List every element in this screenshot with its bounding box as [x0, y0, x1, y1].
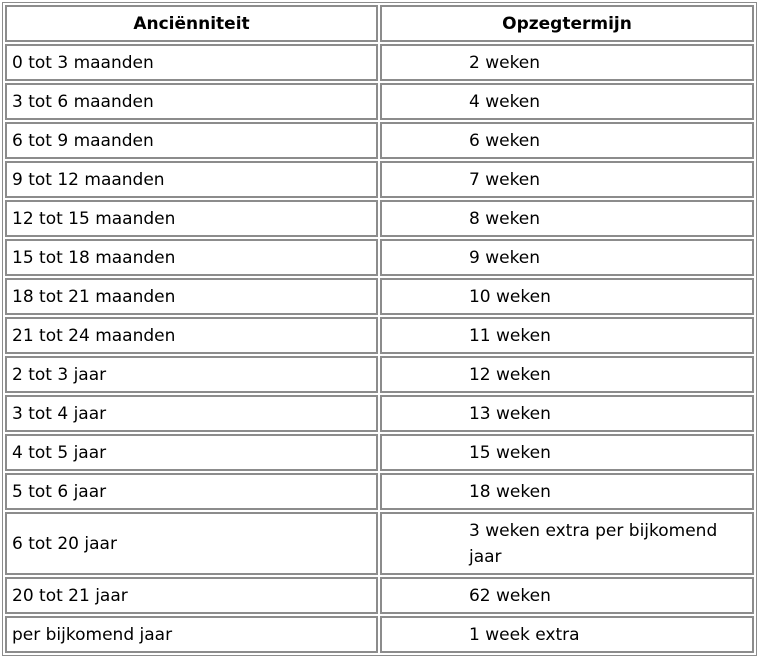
notice-period-cell: 18 weken: [380, 473, 754, 510]
notice-period-cell: 62 weken: [380, 577, 754, 614]
notice-period-cell: 7 weken: [380, 161, 754, 198]
notice-period-cell: 10 weken: [380, 278, 754, 315]
seniority-cell: 20 tot 21 jaar: [5, 577, 378, 614]
seniority-cell: 12 tot 15 maanden: [5, 200, 378, 237]
seniority-cell: 21 tot 24 maanden: [5, 317, 378, 354]
notice-period-cell: 12 weken: [380, 356, 754, 393]
seniority-cell: 2 tot 3 jaar: [5, 356, 378, 393]
seniority-cell: 6 tot 9 maanden: [5, 122, 378, 159]
table-row: [5, 512, 754, 575]
table-row: [5, 317, 754, 354]
table-row: [5, 200, 754, 237]
seniority-cell: 18 tot 21 maanden: [5, 278, 378, 315]
table-row: [5, 161, 754, 198]
seniority-cell: 6 tot 20 jaar: [5, 512, 378, 575]
header-notice-period: Opzegtermijn: [380, 5, 754, 42]
notice-period-cell: 8 weken: [380, 200, 754, 237]
seniority-cell: 4 tot 5 jaar: [5, 434, 378, 471]
table-row: [5, 356, 754, 393]
notice-period-cell: 3 weken extra per bijkomend jaar: [380, 512, 754, 575]
seniority-cell: 3 tot 6 maanden: [5, 83, 378, 120]
notice-period-cell: 1 week extra: [380, 616, 754, 653]
notice-period-cell: 11 weken: [380, 317, 754, 354]
table-row: [5, 473, 754, 510]
notice-period-cell: 15 weken: [380, 434, 754, 471]
table-row: [5, 434, 754, 471]
notice-period-cell: 13 weken: [380, 395, 754, 432]
notice-period-cell: 2 weken: [380, 44, 754, 81]
table-row: [5, 577, 754, 614]
seniority-cell: 5 tot 6 jaar: [5, 473, 378, 510]
header-seniority: Anciënniteit: [5, 5, 378, 42]
seniority-cell: 3 tot 4 jaar: [5, 395, 378, 432]
seniority-cell: per bijkomend jaar: [5, 616, 378, 653]
table-row: [5, 616, 754, 653]
seniority-cell: 9 tot 12 maanden: [5, 161, 378, 198]
table-row: [5, 395, 754, 432]
notice-period-cell: 9 weken: [380, 239, 754, 276]
table-row: [5, 83, 754, 120]
notice-period-cell: 6 weken: [380, 122, 754, 159]
table-row: [5, 278, 754, 315]
table-row: [5, 239, 754, 276]
table-row: [5, 122, 754, 159]
table-header-row: [5, 5, 754, 42]
notice-period-cell: 4 weken: [380, 83, 754, 120]
seniority-cell: 0 tot 3 maanden: [5, 44, 378, 81]
seniority-cell: 15 tot 18 maanden: [5, 239, 378, 276]
table-row: [5, 44, 754, 81]
notice-period-table: [2, 2, 757, 656]
